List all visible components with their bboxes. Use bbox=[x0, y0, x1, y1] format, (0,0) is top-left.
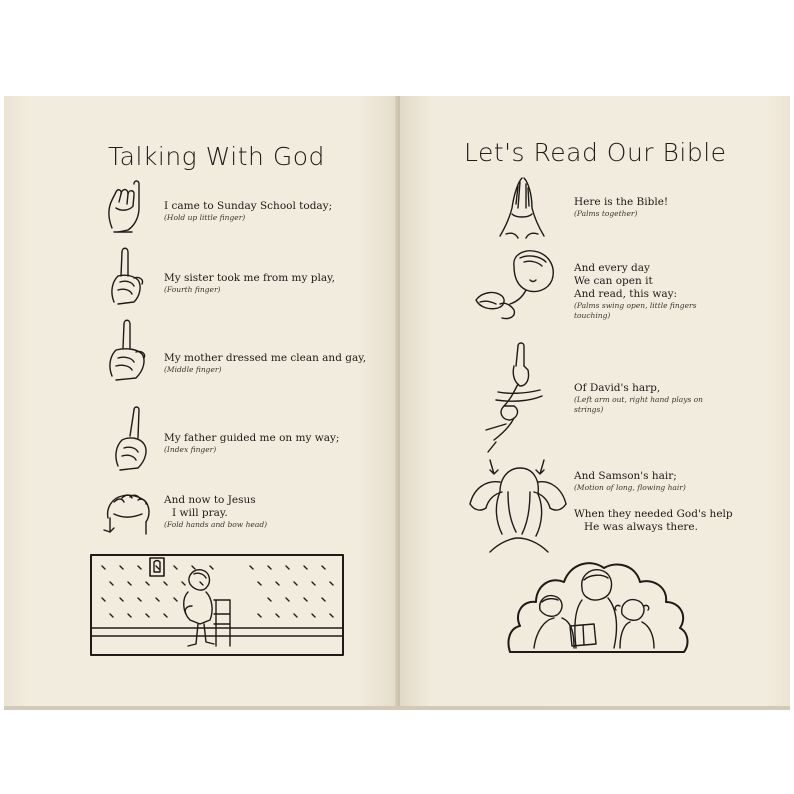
verse-2 bbox=[164, 272, 335, 295]
verse-3 bbox=[164, 352, 366, 375]
closing-line-1: When they needed God's help bbox=[574, 508, 733, 520]
right-verse-3-note: (Left arm out, right hand plays on bbox=[574, 395, 704, 404]
verse-4-note: (Index finger) bbox=[164, 445, 217, 454]
right-verse-1-note: (Palms together) bbox=[574, 209, 638, 218]
verse-2-note: (Fourth finger) bbox=[164, 285, 221, 294]
open-book bbox=[4, 96, 790, 706]
right-page-title: Let's Read Our Bible bbox=[464, 138, 727, 167]
right-verse-2-line-3: And read, this way: bbox=[574, 288, 678, 300]
harp-motion-icon bbox=[484, 340, 564, 452]
flowing-hair-child-icon bbox=[460, 452, 576, 554]
verse-1-note: (Hold up little finger) bbox=[164, 213, 246, 222]
verse-3-line: My mother dressed me clean and gay, bbox=[164, 352, 367, 364]
palms-together-icon bbox=[492, 174, 552, 242]
right-verse-4-line: And Samson's hair; bbox=[574, 470, 677, 482]
right-verse-2-line-2: We can open it bbox=[574, 275, 653, 287]
open-palms-child-icon bbox=[470, 248, 566, 328]
left-page bbox=[4, 96, 398, 706]
verse-5-line-1: And now to Jesus bbox=[164, 494, 256, 506]
closing-verse bbox=[574, 508, 733, 534]
right-verse-1-line: Here is the Bible! bbox=[574, 196, 669, 208]
right-page bbox=[400, 96, 790, 706]
right-verse-2 bbox=[574, 262, 696, 321]
right-verse-2-line-1: And every day bbox=[574, 262, 650, 274]
index-finger-hand-icon bbox=[108, 406, 156, 474]
verse-2-line: My sister took me from my play, bbox=[164, 272, 335, 284]
right-verse-2-note: (Palms swing open, little fingers bbox=[574, 301, 697, 310]
folded-hands-icon bbox=[100, 488, 156, 540]
middle-finger-hand-icon bbox=[104, 318, 156, 384]
verse-1 bbox=[164, 200, 332, 223]
right-verse-4 bbox=[574, 470, 686, 493]
verse-1-line: I came to Sunday School today; bbox=[164, 200, 333, 212]
verse-5-note: (Fold hands and bow head) bbox=[164, 520, 268, 529]
right-verse-2-note-cont: touching) bbox=[574, 311, 611, 320]
left-page-title: Talking With God bbox=[108, 142, 325, 171]
right-verse-3-line: Of David's harp, bbox=[574, 382, 661, 394]
fourth-finger-hand-icon bbox=[104, 246, 154, 310]
right-verse-4-note: (Motion of long, flowing hair) bbox=[574, 483, 686, 492]
verse-4 bbox=[164, 432, 339, 455]
little-finger-hand-icon bbox=[102, 178, 154, 236]
book-bottom-edge bbox=[4, 706, 790, 710]
verse-4-line: My father guided me on my way; bbox=[164, 432, 340, 444]
praying-child-scene bbox=[90, 554, 344, 656]
verse-3-note: (Middle finger) bbox=[164, 365, 222, 374]
right-verse-3-note-cont: strings) bbox=[574, 405, 604, 414]
closing-line-2: He was always there. bbox=[584, 521, 698, 533]
right-verse-1 bbox=[574, 196, 668, 219]
verse-5 bbox=[164, 494, 267, 530]
verse-5-line-2: I will pray. bbox=[172, 507, 228, 519]
right-verse-3 bbox=[574, 382, 703, 415]
wallpaper-dots bbox=[102, 566, 333, 617]
children-reading-bible-scene bbox=[504, 540, 690, 658]
